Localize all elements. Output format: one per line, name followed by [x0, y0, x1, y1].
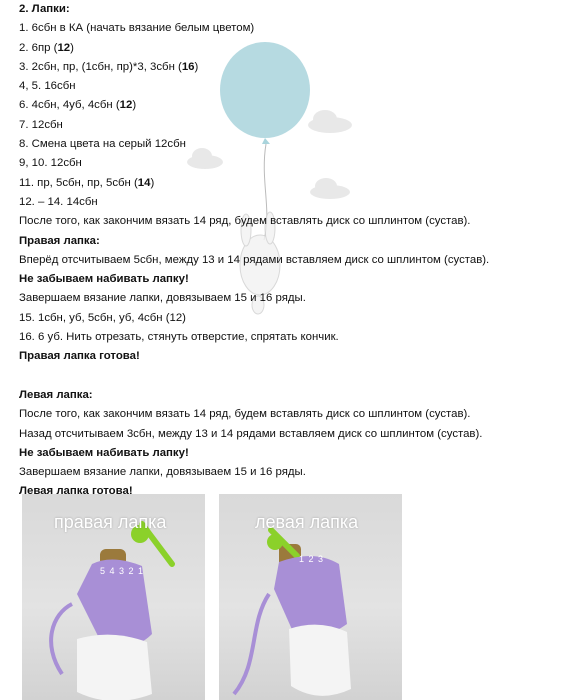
section-heading	[19, 444, 559, 463]
line-text-end: )	[150, 176, 155, 189]
instruction-line	[19, 425, 559, 444]
line-text-end: )	[194, 60, 199, 73]
line-text: Не забываем набивать лапку!	[19, 273, 189, 286]
instruction-line	[19, 19, 559, 38]
instruction-line	[19, 58, 559, 77]
stitch-total: 16	[181, 60, 195, 73]
line-text: 6. 4сбн, 4уб, 4сбн (	[19, 99, 120, 112]
line-text: 16. 6 уб. Нить отрезать, стянуть отверстие, спрятать кончик.	[19, 331, 339, 344]
instruction-line	[19, 289, 559, 308]
instruction-line	[19, 212, 559, 231]
instruction-line	[19, 96, 559, 115]
instruction-line	[19, 174, 559, 193]
line-text: 15. 1сбн, уб, 5сбн, уб, 4сбн (12)	[19, 311, 186, 324]
section-heading	[19, 347, 559, 366]
line-text: 9, 10. 12сбн	[19, 157, 82, 170]
line-text-end: )	[70, 41, 74, 54]
instruction-line	[19, 251, 559, 270]
line-text: 11. пр, 5сбн, пр, 5сбн (	[19, 176, 138, 189]
line-text: 1. 6сбн в КА (начать вязание белым цветом)	[19, 22, 255, 35]
left-paw-photo	[219, 494, 402, 700]
instruction-line	[19, 367, 559, 386]
line-text-end: )	[132, 99, 137, 112]
line-text: 2. 6пр (	[19, 41, 58, 54]
line-text: 4, 5. 16сбн	[19, 80, 76, 93]
section-heading	[19, 270, 559, 289]
instruction-line	[19, 463, 559, 482]
instructions-text	[19, 0, 559, 502]
instruction-line	[19, 405, 559, 424]
instruction-line	[19, 154, 559, 173]
right-paw-photo	[22, 494, 205, 700]
instruction-line	[19, 135, 559, 154]
right-paw-label: правая лапка	[54, 512, 167, 532]
line-text: Назад отсчитываем 3сбн, между 13 и 14 рядами вставляем диск со шплинтом (сустав).	[19, 427, 483, 440]
instruction-line	[19, 116, 559, 135]
line-text: Правая лапка готова!	[19, 350, 140, 363]
line-text: Левая лапка готова!	[19, 485, 133, 498]
instruction-line	[19, 193, 559, 212]
line-text: Завершаем вязание лапки, довязываем 15 и 16 ряды.	[19, 292, 306, 305]
instruction-line	[19, 39, 559, 58]
section-heading	[19, 482, 559, 501]
line-text: Левая лапка:	[19, 388, 93, 401]
line-text: 12. – 14. 14сбн	[19, 195, 98, 208]
line-text: 3. 2сбн, пр, (1сбн, пр)*3, 3сбн (	[19, 60, 182, 73]
line-text: Вперёд отсчитываем 5сбн, между 13 и 14 рядами вставляем диск со шплинтом (сустав).	[19, 253, 490, 266]
instruction-line	[19, 328, 559, 347]
line-text: После того, как закончим вязать 14 ряд, будем вставлять диск со шплинтом (сустав).	[19, 408, 471, 421]
stitch-total: 14	[137, 176, 151, 189]
stitch-total: 12	[57, 41, 71, 54]
section-heading	[19, 0, 559, 19]
line-text: После того, как закончим вязать 14 ряд, будем вставлять диск со шплинтом (сустав).	[19, 215, 471, 228]
left-paw-label: левая лапка	[255, 512, 359, 532]
stitch-count-marks: 1 2 3	[299, 554, 325, 564]
line-text: Не забываем набивать лапку!	[19, 446, 189, 459]
section-heading	[19, 386, 559, 405]
stitch-count-marks: 5 4 3 2 1	[100, 566, 145, 576]
section-heading	[19, 232, 559, 251]
line-text: 8. Смена цвета на серый 12сбн	[19, 138, 186, 151]
line-text: Завершаем вязание лапки, довязываем 15 и 16 ряды.	[19, 466, 306, 479]
stitch-total: 12	[119, 99, 133, 112]
line-text: 7. 12сбн	[19, 118, 63, 131]
instruction-line	[19, 309, 559, 328]
instruction-line	[19, 77, 559, 96]
line-text: Правая лапка:	[19, 234, 100, 247]
line-text: 2. Лапки:	[19, 3, 70, 15]
